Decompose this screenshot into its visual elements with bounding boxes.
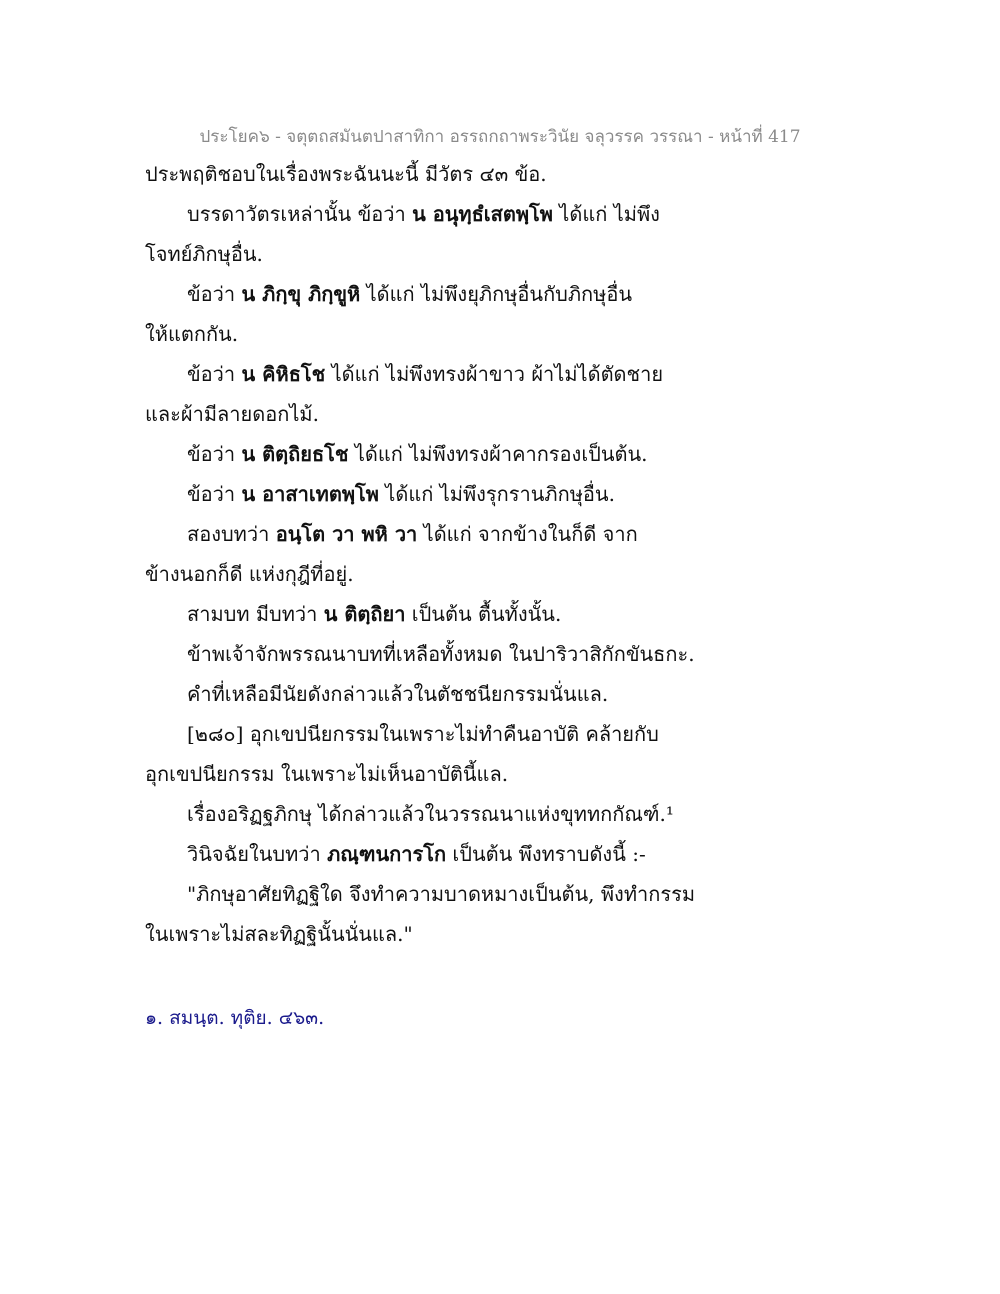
text-line [145,200,705,240]
text-segment: เรื่องอริฏฐภิกษุ ได้กล่าวแล้วในวรรณนาแห่งขุททกกัณฑ์.¹ [187,802,674,826]
text-line [145,440,705,480]
text-line [145,480,705,520]
text-line [145,240,705,280]
footnote: ๑. สมนฺต. ทุติย. ๔๖๓. [145,1007,325,1029]
body-text [145,160,705,960]
text-segment: "ภิกษุอาศัยทิฏฐิใด จึงทำความบาดหมางเป็นต้น, พึงทำกรรม [187,882,696,906]
text-line [145,640,705,680]
text-segment: โจทย์ภิกษุอื่น. [145,242,263,266]
pali-term: น ติตฺถิยธโช [241,442,349,466]
text-segment: ในเพราะไม่สละทิฏฐินั้นนั่นแล." [145,922,413,946]
text-segment: สามบท มีบทว่า [187,602,324,626]
text-segment: เป็นต้น ตื้นทั้งนั้น. [405,602,562,626]
text-segment: ได้แก่ ไม่พึงรุกรานภิกษุอื่น. [378,482,615,506]
text-segment: วินิจฉัยในบทว่า [187,842,328,866]
pali-term: อนฺโต วา พหิ วา [275,522,418,546]
text-line [145,800,705,840]
text-segment: [๒๘๐] อุกเขปนียกรรมในเพราะไม่ทำคืนอาบัติ คล้ายกับ [187,722,659,746]
text-line [145,720,705,760]
text-segment: ประพฤติชอบในเรื่องพระฉันนะนี้ มีวัตร ๔๓ ข้อ. [145,162,547,186]
pali-term: น คิหิธโช [241,362,326,386]
pali-term: น อาสาเทตพฺโพ [241,482,379,506]
text-segment: คำที่เหลือมีนัยดังกล่าวแล้วในตัชชนียกรรมนั่นแล. [187,682,609,706]
text-line [145,560,705,600]
text-line [145,840,705,880]
text-segment: เป็นต้น พึงทราบดังนี้ :- [446,842,646,866]
text-segment: และผ้ามีลายดอกไม้. [145,402,319,426]
text-line [145,520,705,560]
text-segment: สองบทว่า [187,522,276,546]
text-segment: ข้อว่า [187,482,242,506]
text-line [145,400,705,440]
text-line [145,320,705,360]
text-segment: ข้อว่า [187,282,242,306]
pali-term: น อนุทฺธํเสตพฺโพ [412,202,553,226]
text-line [145,760,705,800]
text-segment: ได้แก่ ไม่พึงทรงผ้าขาว ผ้าไม่ได้ตัดชาย [325,362,664,386]
text-segment: ได้แก่ จากข้างในก็ดี จาก [417,522,638,546]
text-segment: ได้แก่ ไม่พึงทรงผ้าคากรองเป็นต้น. [348,442,648,466]
text-line [145,360,705,400]
text-line [145,160,705,200]
text-line [145,920,705,960]
text-segment: ให้แตกกัน. [145,322,239,346]
text-segment: ข้าพเจ้าจักพรรณนาบทที่เหลือทั้งหมด ในปาริวาสิกักขันธกะ. [187,642,695,666]
text-segment: ได้แก่ ไม่พึงยุภิกษุอื่นกับภิกษุอื่น [360,282,633,306]
text-line [145,280,705,320]
text-segment: อุกเขปนียกรรม ในเพราะไม่เห็นอาบัตินี้แล. [145,762,509,786]
text-line [145,880,705,920]
page-header: ประโยค๖ - จตุตถสมันตปาสาทิกา อรรถกถาพระวินัย จลุวรรค วรรณา - หน้าที่ 417 [199,127,801,147]
pali-term: น ภิกฺขุ ภิกฺขูหิ [241,282,361,306]
text-segment: บรรดาวัตรเหล่านั้น ข้อว่า [187,202,413,226]
pali-term: น ติตฺถิยา [323,602,406,626]
text-line [145,600,705,640]
text-segment: ข้อว่า [187,362,242,386]
text-segment: ได้แก่ ไม่พึง [552,202,660,226]
text-segment: ข้างนอกก็ดี แห่งกุฎีที่อยู่. [145,562,354,586]
text-segment: ข้อว่า [187,442,242,466]
pali-term: ภณฺฑนการโก [327,842,447,866]
text-line [145,680,705,720]
